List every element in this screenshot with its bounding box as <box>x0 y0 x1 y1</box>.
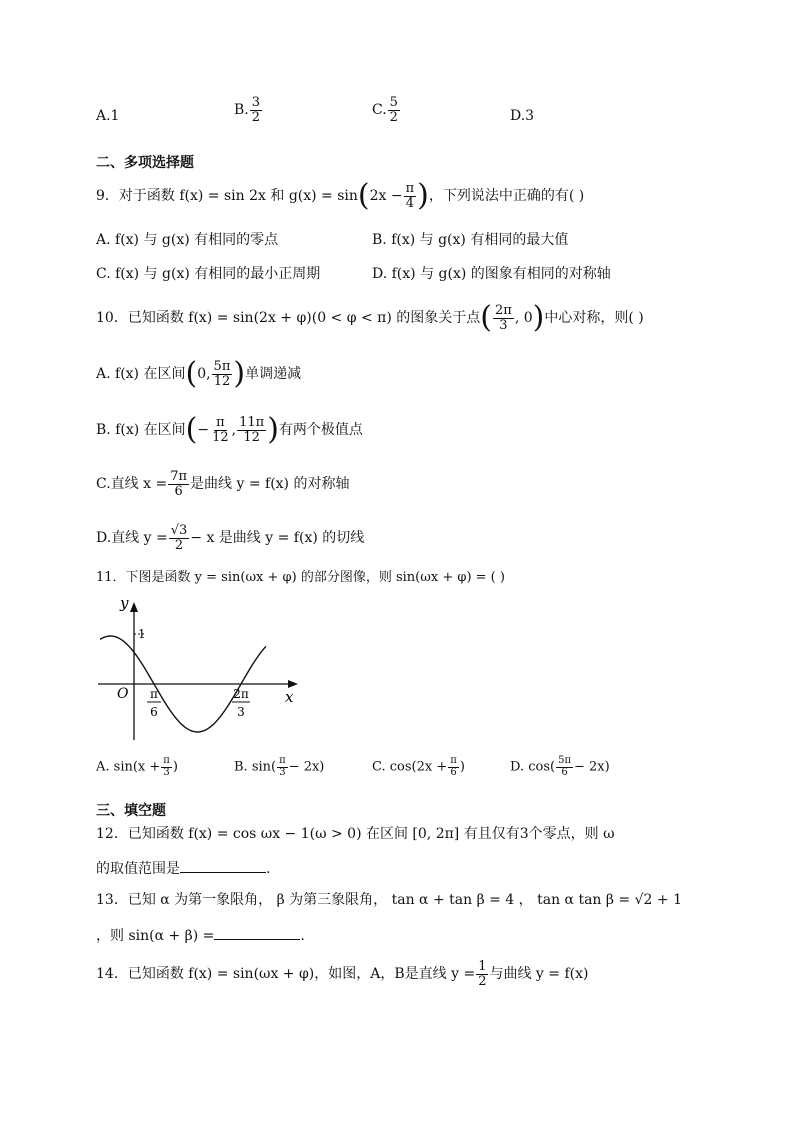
q10-b-rparen: ) <box>267 412 279 448</box>
q10-a-fraction <box>212 360 233 388</box>
q11-a-pre: A. sin(x + <box>96 759 161 775</box>
q11-d-pre: D. cos( <box>510 759 556 775</box>
q9-frac-den: 4 <box>405 195 415 211</box>
q10-b-num2: 11π <box>239 415 265 430</box>
q11-b-num: π <box>279 755 286 766</box>
q11-option-c <box>372 756 465 778</box>
q10-b-fraction1 <box>210 416 231 444</box>
q12-answer-blank[interactable] <box>180 858 266 873</box>
q10-d-suffix: − x 是曲线 y = f(x) 的切线 <box>190 530 365 547</box>
q9-stem-part1: 9．对于函数 f(x) = sin 2x 和 g(x) = sin <box>96 188 358 205</box>
q14-line1 <box>96 960 588 988</box>
q11-c-den: 6 <box>450 766 457 778</box>
section-title-multiple-choice: 二、多项选择题 <box>96 155 194 171</box>
q11-b-fraction <box>277 756 288 778</box>
q14-line1-text: 14．已知函数 f(x) = sin(ωx + φ)，如图，A，B是直线 y = <box>96 966 476 983</box>
q10-point-fraction <box>493 304 514 332</box>
q13-line1: 13．已知 α 为第一象限角， β 为第三象限角， tan α + tan β = 4 ， tan α tan β = √2 + 1 <box>96 892 682 908</box>
q10-b-prefix: B. f(x) 在区间 <box>96 422 186 439</box>
graph-y-label: y <box>120 594 129 612</box>
graph-tick2-den: 3 <box>237 705 245 719</box>
q12-line2-end: . <box>266 861 271 877</box>
q11-option-a <box>96 756 178 778</box>
graph-tick2-num: 2π <box>233 687 249 701</box>
q10-b-sep: , <box>231 422 237 439</box>
q8-option-c-label: C. <box>372 102 387 119</box>
q10-option-d <box>96 524 364 552</box>
q8-option-c <box>372 96 401 124</box>
q10-stem-part2: 中心对称，则( ) <box>544 310 644 327</box>
q10-c-prefix: C.直线 x = <box>96 476 168 493</box>
q12-line2 <box>96 858 270 879</box>
q10-b-num1: π <box>216 415 225 430</box>
q11-c-pre: C. cos(2x + <box>372 759 448 775</box>
q11-sine-graph <box>94 594 308 744</box>
q14-num: 1 <box>478 959 487 974</box>
q10-c-suffix: 是曲线 y = f(x) 的对称轴 <box>190 476 350 493</box>
q11-option-b <box>234 756 324 778</box>
q8-b-num: 3 <box>251 95 261 110</box>
q13-line2-end: . <box>300 928 305 944</box>
q11-a-fraction <box>161 756 172 778</box>
q11-b-post: − 2x) <box>288 759 325 775</box>
q11-c-post: ) <box>459 759 465 775</box>
q10-c-num: 7π <box>170 469 188 484</box>
graph-origin-label: O <box>117 686 129 702</box>
q11-c-fraction <box>448 756 459 778</box>
q11-d-den: 6 <box>561 766 568 778</box>
q11-option-d <box>510 756 610 778</box>
q8-option-a: A.1 <box>96 108 120 124</box>
graph-y-tick-label: 1 <box>138 627 146 641</box>
q10-b-fraction2 <box>237 416 266 444</box>
q10-b-suffix: 有两个极值点 <box>278 422 363 439</box>
q11-d-num: 5π <box>558 755 572 766</box>
q10-a-suffix: 单调递减 <box>245 366 302 383</box>
q10-d-num: √3 <box>170 523 188 538</box>
q10-a-lparen: ( <box>185 356 198 392</box>
q10-d-fraction <box>169 524 190 552</box>
q11-d-post: − 2x) <box>574 759 610 775</box>
q10-option-a <box>96 356 302 392</box>
q9-stem-part2: ，下列说法中正确的有( ) <box>428 188 585 205</box>
q10-c-den: 6 <box>174 483 183 499</box>
q8-c-den: 2 <box>389 109 398 125</box>
q14-den: 2 <box>478 973 487 989</box>
q10-stem-part1: 10．已知函数 f(x) = sin(2x + φ)(0 < φ < π) 的图象关于点 <box>96 310 481 327</box>
q10-option-b <box>96 412 363 448</box>
q11-a-num: π <box>163 755 170 766</box>
q13-line2-text: ，则 sin(α + β) = <box>96 928 215 944</box>
q13-line2 <box>96 925 305 946</box>
q9-left-paren: ( <box>357 178 370 214</box>
q11-b-den: 3 <box>279 766 286 778</box>
q10-pt-den: 3 <box>499 317 508 333</box>
q10-d-prefix: D.直线 y = <box>96 530 168 547</box>
q10-a-prefix: A. f(x) 在区间 <box>96 366 186 383</box>
graph-background <box>94 594 308 744</box>
q11-a-den: 3 <box>163 766 170 778</box>
q14-line1-end: 与曲线 y = f(x) <box>489 966 589 983</box>
q10-pt-num: 2π <box>495 303 512 318</box>
q9-stem <box>96 178 585 214</box>
q9-option-d: D. f(x) 与 g(x) 的图象有相同的对称轴 <box>372 266 611 282</box>
q8-option-b-fraction <box>250 96 262 124</box>
q9-stem-inner: 2x − <box>369 188 403 205</box>
q13-answer-blank[interactable] <box>214 925 300 940</box>
q10-b-lead: − <box>197 422 210 439</box>
q8-b-den: 2 <box>251 109 261 125</box>
q8-option-b-label: B. <box>234 102 249 119</box>
q8-c-num: 5 <box>389 95 398 110</box>
q10-b-lparen: ( <box>185 412 198 448</box>
q10-pt-tail: , 0 <box>514 310 533 327</box>
q9-option-a: A. f(x) 与 g(x) 有相同的零点 <box>96 232 279 248</box>
q9-frac-num: π <box>405 181 415 196</box>
q11-c-num: π <box>450 755 457 766</box>
q11-stem: 11．下图是函数 y = sin(ωx + φ) 的部分图像，则 sin(ωx + φ) = ( ) <box>96 570 505 585</box>
section-title-fill-in: 三、填空题 <box>96 803 166 819</box>
q10-a-den: 12 <box>213 373 231 389</box>
q8-option-d: D.3 <box>510 108 535 124</box>
q12-line1: 12．已知函数 f(x) = cos ωx − 1(ω > 0) 在区间 [0, 2π] 有且仅有3个零点，则 ω <box>96 826 615 842</box>
q10-a-num: 5π <box>213 359 231 374</box>
q10-c-fraction <box>168 470 189 498</box>
q10-left-paren: ( <box>480 300 493 336</box>
q10-right-paren: ) <box>532 300 545 336</box>
q11-a-post: ) <box>172 759 178 775</box>
q9-option-b: B. f(x) 与 g(x) 有相同的最大值 <box>372 232 569 248</box>
graph-tick1-den: 6 <box>150 705 158 719</box>
graph-tick1-num: π <box>150 687 158 701</box>
q10-option-c <box>96 470 349 498</box>
q8-option-b <box>234 96 263 124</box>
q10-a-lead: 0, <box>197 366 211 383</box>
q10-stem <box>96 300 644 336</box>
q10-b-den2: 12 <box>243 429 260 445</box>
q12-line2-text: 的取值范围是 <box>96 861 180 877</box>
q11-b-pre: B. sin( <box>234 759 277 775</box>
q14-fraction <box>476 960 488 988</box>
q10-b-den1: 12 <box>212 429 229 445</box>
q11-d-fraction <box>556 756 573 778</box>
q10-a-rparen: ) <box>233 356 246 392</box>
q9-fraction <box>404 182 417 210</box>
q9-option-c: C. f(x) 与 g(x) 有相同的最小正周期 <box>96 266 321 282</box>
graph-x-label: x <box>285 688 294 706</box>
q8-option-c-fraction <box>388 96 400 124</box>
q10-d-den: 2 <box>174 537 184 553</box>
q9-right-paren: ) <box>417 178 429 214</box>
